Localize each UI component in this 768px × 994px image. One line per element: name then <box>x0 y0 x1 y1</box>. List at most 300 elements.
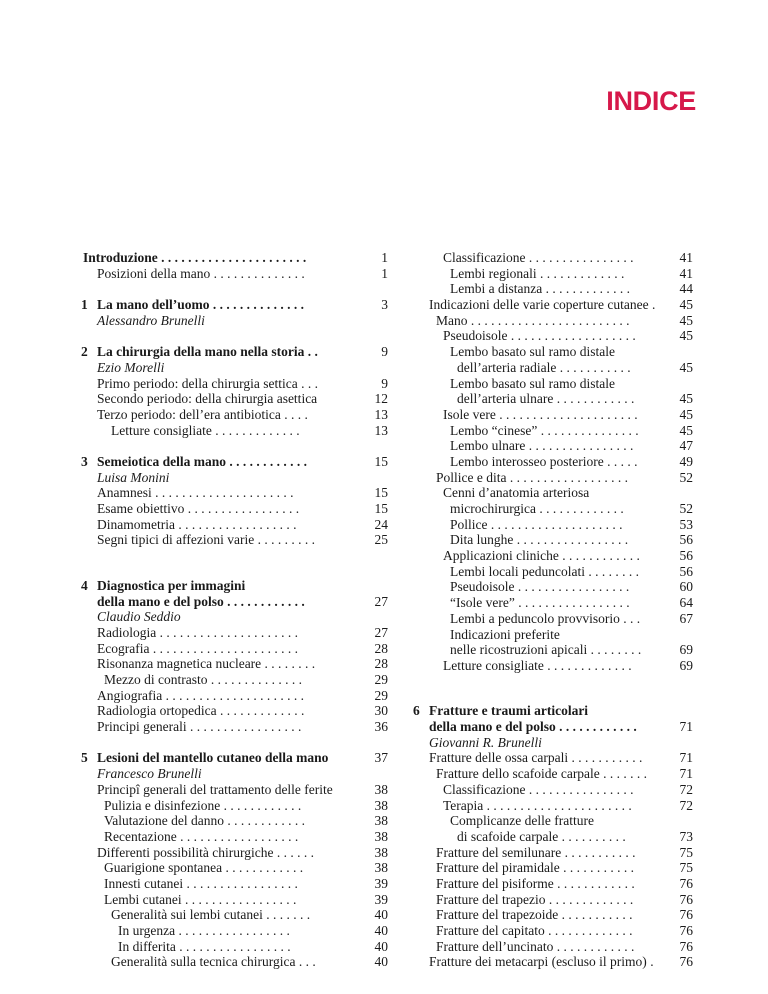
entry-title: Fratture delle ossa carpali . . . . . . . . . . . <box>429 750 643 766</box>
toc-entry <box>415 344 695 360</box>
page-number: 29 <box>374 687 388 703</box>
toc-entry <box>415 250 695 266</box>
entry-title: Dinamometria . . . . . . . . . . . . . . . . . . <box>97 516 297 532</box>
entry-title: Lembi cutanei . . . . . . . . . . . . . . . . . <box>104 891 297 907</box>
leader-dots: . . . . . . . . . . . . . . . . . <box>186 719 302 735</box>
entry-title: Pollice e dita . . . . . . . . . . . . . . . . . . <box>436 469 628 485</box>
entry-title: Pseudoisole . . . . . . . . . . . . . . . . . . . <box>443 328 636 344</box>
entry-title: Isole vere . . . . . . . . . . . . . . . . . . . . . <box>443 406 638 422</box>
toc-entry <box>72 470 390 486</box>
page-number: 3 <box>381 297 388 313</box>
page-number: 45 <box>679 406 693 422</box>
leader-dots: . . . . . <box>603 453 638 469</box>
leader-dots: . . . . . . . . . . . . . . . . . . <box>174 516 297 532</box>
chapter-author: Claudio Seddio <box>97 609 181 625</box>
page-number: 73 <box>679 828 693 844</box>
leader-dots: . . . . . . . . . . . . . . . . <box>525 781 634 797</box>
leader-dots: . . . . . . . . . . . . . . . . . . . . . <box>151 485 294 501</box>
entry-title: della mano e del polso . . . . . . . . . . . . <box>429 719 637 735</box>
entry-title: Guarigione spontanea . . . . . . . . . . . . <box>104 860 304 876</box>
toc-entry <box>415 735 695 751</box>
page-number: 41 <box>679 265 693 281</box>
entry-title: Principi generali . . . . . . . . . . . . . . . . . <box>97 719 302 735</box>
entry-title: Fratture del pisiforme . . . . . . . . . . . . <box>436 875 635 891</box>
toc-entry <box>72 391 390 407</box>
entry-title: “Isole vere” . . . . . . . . . . . . . . . . . <box>450 595 630 611</box>
page-number: 1 <box>381 250 388 265</box>
page-number: 40 <box>374 938 388 954</box>
toc-entry <box>415 798 695 814</box>
chapter-author: Giovanni R. Brunelli <box>429 734 542 750</box>
page-number: 71 <box>679 750 693 766</box>
page-number: 28 <box>374 656 388 672</box>
entry-title: Angiografia . . . . . . . . . . . . . . . . . . . . . <box>97 687 304 703</box>
page-number: 45 <box>679 312 693 328</box>
toc-entry <box>72 609 390 625</box>
toc-entry <box>415 360 695 376</box>
page-number: 47 <box>679 438 693 454</box>
leader-dots: . . . . . . . . . . . . . <box>536 265 625 281</box>
entry-title: Fratture dell’uncinato . . . . . . . . . . . . <box>436 938 635 954</box>
toc-entry <box>415 517 695 533</box>
entry-title: Anamnesi . . . . . . . . . . . . . . . . . . . . . <box>97 485 294 501</box>
page-number: 27 <box>374 624 388 640</box>
page-number: 29 <box>374 672 388 688</box>
toc-entry <box>415 407 695 423</box>
leader-dots: . . . . . . . . . . . . <box>223 813 305 829</box>
page-number: 38 <box>374 813 388 829</box>
toc-entry <box>72 532 390 548</box>
page-number: 56 <box>679 548 693 564</box>
entry-title: Classificazione . . . . . . . . . . . . . . . . <box>443 250 634 265</box>
entry-title: Lesioni del mantello cutaneo della mano <box>97 750 329 766</box>
leader-dots: . . . . . . . . . . . . . . . . . <box>184 501 300 516</box>
entry-title: Fratture dei metacarpi (escluso il primo) . <box>429 954 654 970</box>
leader-dots: . . . . . . . . <box>261 656 316 672</box>
entry-title: Complicanze delle fratture <box>450 813 594 829</box>
entry-title: Lembo interosseo posteriore . . . . . <box>450 453 638 469</box>
entry-title: Fratture dello scafoide carpale . . . . . . . <box>436 766 648 782</box>
entry-title: Letture consigliate . . . . . . . . . . . . . <box>443 657 632 673</box>
page-number: 56 <box>679 563 693 579</box>
entry-title: Radiologia . . . . . . . . . . . . . . . . . . . . . <box>97 624 298 640</box>
page-number: 76 <box>679 907 693 923</box>
leader-dots: . . . . . . . . . . . . . . . . <box>525 250 634 265</box>
entry-title: Fratture del trapezoide . . . . . . . . . . . <box>436 907 633 923</box>
leader-dots: . . . . . . . . . . . . . . . . . . <box>506 469 628 485</box>
toc-spacer <box>72 548 390 578</box>
toc-entry <box>415 719 695 735</box>
entry-title: Generalità sulla tecnica chirurgica . . . <box>111 954 316 970</box>
page-number: 52 <box>679 469 693 485</box>
page-number: 76 <box>679 923 693 939</box>
entry-title: Segni tipici di affezioni varie . . . . . . . . . <box>97 532 315 548</box>
leader-dots: . . . . . . . . . . . . <box>558 548 640 564</box>
page-number: 76 <box>679 938 693 954</box>
leader-dots: . . . . . . . . . . . . . . . <box>537 422 639 438</box>
page-number: 76 <box>679 891 693 907</box>
toc-entry <box>72 907 390 923</box>
entry-title: Fratture del trapezio . . . . . . . . . . . . . <box>436 891 634 907</box>
page-number: 72 <box>679 797 693 813</box>
page-number: 27 <box>374 593 388 609</box>
entry-title: La mano dell’uomo . . . . . . . . . . . . . . <box>97 297 305 313</box>
toc-entry <box>415 564 695 580</box>
page-number: 45 <box>679 328 693 344</box>
toc-chapter-entry <box>72 297 390 313</box>
toc-spacer <box>415 674 695 704</box>
toc-entry <box>72 594 390 610</box>
entry-title: Ecografia . . . . . . . . . . . . . . . . . . . . . . <box>97 640 298 656</box>
toc-entry <box>415 907 695 923</box>
leader-dots: . . . . . . . . . . . . . . . . . . . . . . <box>157 250 307 265</box>
toc-spacer <box>72 438 390 454</box>
entry-title: Pulizia e disinfezione . . . . . . . . . . . . <box>104 797 302 813</box>
page-number: 9 <box>381 375 388 391</box>
chapter-number: 1 <box>81 297 88 313</box>
entry-title: dell’arteria radiale . . . . . . . . . . . <box>457 359 631 375</box>
leader-dots: . . . <box>297 375 318 391</box>
leader-dots: . . . . . . . . . . . . . <box>545 891 634 907</box>
leader-dots: . . . . . . . . . . . . . . . . . . . . . . . . <box>467 312 630 328</box>
chapter-number: 5 <box>81 750 88 766</box>
page-number: 40 <box>374 954 388 970</box>
toc-entry <box>415 501 695 517</box>
page-number: 45 <box>679 391 693 407</box>
toc-entry <box>415 579 695 595</box>
toc-entry <box>415 892 695 908</box>
entry-title: Dita lunghe . . . . . . . . . . . . . . . . . <box>450 532 629 548</box>
leader-dots: . . . . . . . . . . . . . . . . . . . . . <box>495 406 638 422</box>
toc-entry <box>415 297 695 313</box>
toc-entry <box>72 688 390 704</box>
toc-entry <box>415 391 695 407</box>
toc-entry <box>72 625 390 641</box>
toc-entry <box>415 470 695 486</box>
page-number: 60 <box>679 579 693 595</box>
toc-entry <box>415 313 695 329</box>
toc-entry <box>72 672 390 688</box>
entry-title: Cenni d’anatomia arteriosa <box>443 485 590 501</box>
chapter-author: Alessandro Brunelli <box>97 312 205 328</box>
page-number: 37 <box>374 750 388 766</box>
toc-entry <box>72 376 390 392</box>
page-number: 39 <box>374 875 388 891</box>
leader-dots: . . . . . . . . . . . <box>559 860 634 876</box>
page-number: 71 <box>679 766 693 782</box>
toc-entry <box>415 954 695 970</box>
toc-spacer <box>72 281 390 297</box>
entry-title: Esame obiettivo . . . . . . . . . . . . . . . . . <box>97 501 300 516</box>
leader-dots: . . <box>304 344 318 360</box>
page-number: 69 <box>679 642 693 658</box>
toc-entry <box>415 438 695 454</box>
entry-title: Introduzione . . . . . . . . . . . . . . . . . . . . . . <box>83 250 307 265</box>
chapter-number: 4 <box>81 577 88 593</box>
toc-entry <box>415 485 695 501</box>
toc-spacer <box>72 328 390 344</box>
page-number: 13 <box>374 422 388 438</box>
leader-dots: . . . . . . . . . . . . . . . . . <box>514 595 630 611</box>
toc-entry <box>415 766 695 782</box>
page-number: 9 <box>381 344 388 360</box>
page-number: 38 <box>374 781 388 797</box>
entry-title: della mano e del polso . . . . . . . . . . . . <box>97 593 305 609</box>
leader-dots: . . . . . . . . . . . . <box>553 938 635 954</box>
toc-chapter-entry <box>415 703 695 719</box>
leader-dots: . . . . . . . . . . . . . . <box>207 672 302 688</box>
leader-dots: . . . . . . . . . . <box>558 828 626 844</box>
entry-title: Principî generali del trattamento delle ferite <box>97 781 333 797</box>
page-number: 38 <box>374 860 388 876</box>
leader-dots: . . . . . . . . . . . . <box>225 453 307 469</box>
leader-dots: . . . . . . . . <box>587 642 642 658</box>
leader-dots: . . . <box>619 610 641 626</box>
entry-title: Valutazione del danno . . . . . . . . . . . . <box>104 813 305 829</box>
leader-dots: . <box>648 297 656 313</box>
page-number: 72 <box>679 781 693 797</box>
page-number: 15 <box>374 501 388 516</box>
entry-title: Applicazioni cliniche . . . . . . . . . . . . <box>443 548 640 564</box>
leader-dots: . . . . . . . . . . . . . . <box>209 297 305 313</box>
entry-title: nelle ricostruzioni apicali . . . . . . . . <box>450 642 642 658</box>
leader-dots: . . . . . . . . . . . . <box>553 391 635 407</box>
leader-dots: . . . . . . . . . . . . . . . . . . . . . <box>162 687 304 703</box>
entry-title: Innesti cutanei . . . . . . . . . . . . . . . . . <box>104 875 298 891</box>
page-number: 38 <box>374 797 388 813</box>
page-number: 38 <box>374 828 388 844</box>
leader-dots: . . . . . . . . . . . . . . . . . . <box>176 828 299 844</box>
leader-dots: . . . . . . . . . . . . . . . . . . . . <box>487 516 623 532</box>
page-number: 44 <box>679 281 693 297</box>
toc-entry <box>72 813 390 829</box>
entry-title: In differita . . . . . . . . . . . . . . . . . <box>118 938 291 954</box>
toc-entry <box>415 281 695 297</box>
entry-title: dell’arteria ulnare . . . . . . . . . . . . <box>457 391 635 407</box>
leader-dots: . . . . . . . . . . . . . . . . . . . . . . <box>483 797 632 813</box>
leader-dots: . . . . . . . . . . . . . . . . . <box>183 875 298 891</box>
entry-title: Diagnostica per immagini <box>97 577 246 593</box>
page-title: INDICE <box>606 86 696 116</box>
leader-dots: . . . . . . . . . . . . . <box>544 923 633 939</box>
toc-entry <box>415 532 695 548</box>
toc-entry <box>72 656 390 672</box>
toc-entry <box>415 845 695 861</box>
entry-title: microchirurgica . . . . . . . . . . . . . <box>450 501 624 516</box>
entry-title: Fratture del semilunare . . . . . . . . . . . <box>436 844 636 860</box>
toc-entry <box>415 782 695 798</box>
leader-dots: . <box>646 954 654 970</box>
leader-dots: . . . . . . . . . . . . . <box>543 657 632 673</box>
toc-entry <box>415 548 695 564</box>
entry-title: Terzo periodo: dell’era antibiotica . . . . <box>97 406 308 422</box>
leader-dots: . . . . . . . . . . . . . <box>535 501 624 516</box>
entry-title: Mano . . . . . . . . . . . . . . . . . . . . . . . . <box>436 312 630 328</box>
entry-title: Posizioni della mano . . . . . . . . . . . . . . <box>97 265 305 281</box>
leader-dots: . . . . . . . . . . . . . <box>542 281 630 297</box>
leader-dots: . . . . . . . . . . . <box>556 359 631 375</box>
leader-dots: . . . . . . . . . . . . . . . . . . . . . <box>156 624 298 640</box>
leader-dots: . . . . . . . . . . . . <box>555 719 637 735</box>
page-number: 40 <box>374 923 388 939</box>
entry-title: Terapia . . . . . . . . . . . . . . . . . . . . . . <box>443 797 632 813</box>
leader-dots: . . . . . . . . . <box>254 532 315 548</box>
entry-title: di scafoide carpale . . . . . . . . . . <box>457 828 626 844</box>
chapter-author: Francesco Brunelli <box>97 766 202 782</box>
toc-entry <box>72 892 390 908</box>
toc-chapter-entry <box>72 454 390 470</box>
toc-entry <box>72 641 390 657</box>
leader-dots: . . . . . . . <box>599 766 648 782</box>
leader-dots: . . . <box>295 954 316 970</box>
leader-dots: . . . . . . <box>273 844 314 860</box>
entry-title: Lembo basato sul ramo distale <box>450 375 615 391</box>
page-number: 64 <box>679 595 693 611</box>
page-number: 49 <box>679 453 693 469</box>
entry-title: Lembi a peduncolo provvisorio . . . <box>450 610 641 626</box>
toc-entry <box>72 266 390 282</box>
page-number: 15 <box>374 453 388 469</box>
page-number: 24 <box>374 516 388 532</box>
leader-dots: . . . . . . . . . . . . . . <box>210 265 305 281</box>
page-number: 53 <box>679 516 693 532</box>
page-number: 40 <box>374 907 388 923</box>
toc-entry <box>415 595 695 611</box>
page-number: 67 <box>679 610 693 626</box>
entry-title: Lembo “cinese” . . . . . . . . . . . . . . . <box>450 422 639 438</box>
toc-entry <box>415 642 695 658</box>
toc-entry <box>72 501 390 517</box>
entry-title: Semeiotica della mano . . . . . . . . . . . . <box>97 453 307 469</box>
toc-entry <box>415 658 695 674</box>
entry-title: Fratture del capitato . . . . . . . . . . . . . <box>436 923 633 939</box>
toc-entry <box>415 939 695 955</box>
leader-dots: . . . . . . . . . . . . . <box>216 703 305 719</box>
toc-entry <box>72 703 390 719</box>
entry-title: Lembi a distanza . . . . . . . . . . . . . <box>450 281 630 297</box>
page-number: 69 <box>679 657 693 673</box>
entry-title: Mezzo di contrasto . . . . . . . . . . . . . . <box>104 672 302 688</box>
page-number: 45 <box>679 359 693 375</box>
toc-entry <box>72 939 390 955</box>
chapter-number: 2 <box>81 344 88 360</box>
toc-entry <box>415 423 695 439</box>
toc-entry <box>415 923 695 939</box>
page-number: 39 <box>374 891 388 907</box>
entry-title: Fratture e traumi articolari <box>429 703 589 719</box>
toc-entry <box>415 876 695 892</box>
entry-title: Secondo periodo: della chirurgia asettica <box>97 391 318 407</box>
leader-dots: . . . . . . . . . . . . <box>553 875 635 891</box>
toc-entry <box>415 627 695 643</box>
toc-entry <box>415 611 695 627</box>
page-number: 12 <box>374 391 388 407</box>
toc-entry <box>72 876 390 892</box>
toc-entry <box>72 954 390 970</box>
toc-entry <box>72 360 390 376</box>
entry-title: La chirurgia della mano nella storia . . <box>97 344 318 360</box>
toc-chapter-entry <box>72 750 390 766</box>
entry-title: Indicazioni delle varie coperture cutanee . <box>429 297 656 313</box>
chapter-author: Luisa Monini <box>97 469 170 485</box>
page-number: 28 <box>374 640 388 656</box>
leader-dots: . . . . . . . . . . . <box>561 844 636 860</box>
toc-entry <box>415 860 695 876</box>
leader-dots: . . . . . . . . . . . . . . . . . <box>175 938 291 954</box>
entry-title: Risonanza magnetica nucleare . . . . . . . . <box>97 656 316 672</box>
toc-entry <box>415 328 695 344</box>
leader-dots: . . . . . . . . . . . <box>568 750 643 766</box>
entry-title: Lembi locali peduncolati . . . . . . . . <box>450 563 639 579</box>
toc-entry <box>72 860 390 876</box>
toc-chapter-entry <box>72 578 390 594</box>
leader-dots: . . . . . . . . . . . . . . . . . <box>513 532 629 548</box>
toc-entry <box>72 845 390 861</box>
entry-title: Lembi regionali . . . . . . . . . . . . . <box>450 265 625 281</box>
toc-entry <box>72 766 390 782</box>
toc-entry <box>415 750 695 766</box>
page-number: 36 <box>374 719 388 735</box>
toc-entry <box>72 313 390 329</box>
entry-title: Indicazioni preferite <box>450 626 560 642</box>
page-number: 75 <box>679 860 693 876</box>
chapter-number: 6 <box>413 703 420 719</box>
page-number: 41 <box>679 250 693 265</box>
toc-entry <box>72 782 390 798</box>
leader-dots: . . . . . . . . . . . . <box>223 593 305 609</box>
page-number: 15 <box>374 485 388 501</box>
page-number: 71 <box>679 719 693 735</box>
page-number: 56 <box>679 532 693 548</box>
entry-title: Letture consigliate . . . . . . . . . . . . . <box>111 422 300 438</box>
entry-title: Lembo ulnare . . . . . . . . . . . . . . . . <box>450 438 634 454</box>
entry-title: Radiologia ortopedica . . . . . . . . . . . . . <box>97 703 305 719</box>
toc-spacer <box>72 735 390 751</box>
entry-title: Lembo basato sul ramo distale <box>450 344 615 360</box>
page-number: 38 <box>374 844 388 860</box>
toc-entry <box>415 454 695 470</box>
leader-dots: . . . . . . . . . . . . . . . . . . . . . . <box>149 640 298 656</box>
leader-dots: . . . . . . . . . . . . . . . . . <box>181 891 297 907</box>
entry-title: Recentazione . . . . . . . . . . . . . . . . . . <box>104 828 299 844</box>
leader-dots: . . . . . . . <box>262 907 311 923</box>
toc-column-left <box>72 250 390 970</box>
leader-dots: . . . . <box>280 406 308 422</box>
toc-entry <box>415 813 695 829</box>
toc-entry <box>72 719 390 735</box>
toc-entry <box>72 485 390 501</box>
toc-entry <box>72 517 390 533</box>
chapter-number: 3 <box>81 453 88 469</box>
leader-dots: . . . . . . . . . . . . . . . . . . . <box>507 328 636 344</box>
page-number: 30 <box>374 703 388 719</box>
page-number: 52 <box>679 501 693 516</box>
leader-dots: . . . . . . . . . . . . . . . . <box>525 438 634 454</box>
toc-entry <box>415 829 695 845</box>
entry-title: Pollice . . . . . . . . . . . . . . . . . . . . <box>450 516 623 532</box>
toc-chapter-entry <box>72 344 390 360</box>
page-number: 1 <box>381 265 388 281</box>
leader-dots: . . . . . . . . . . . . <box>220 797 302 813</box>
toc-entry <box>72 829 390 845</box>
page-number: 13 <box>374 406 388 422</box>
leader-dots: . . . . . . . . . . . <box>558 907 633 923</box>
page-number: 25 <box>374 532 388 548</box>
page-number: 45 <box>679 422 693 438</box>
leader-dots: . . . . . . . . . . . . . <box>211 422 300 438</box>
entry-title: Pseudoisole . . . . . . . . . . . . . . . . . <box>450 579 630 595</box>
toc-entry <box>72 923 390 939</box>
